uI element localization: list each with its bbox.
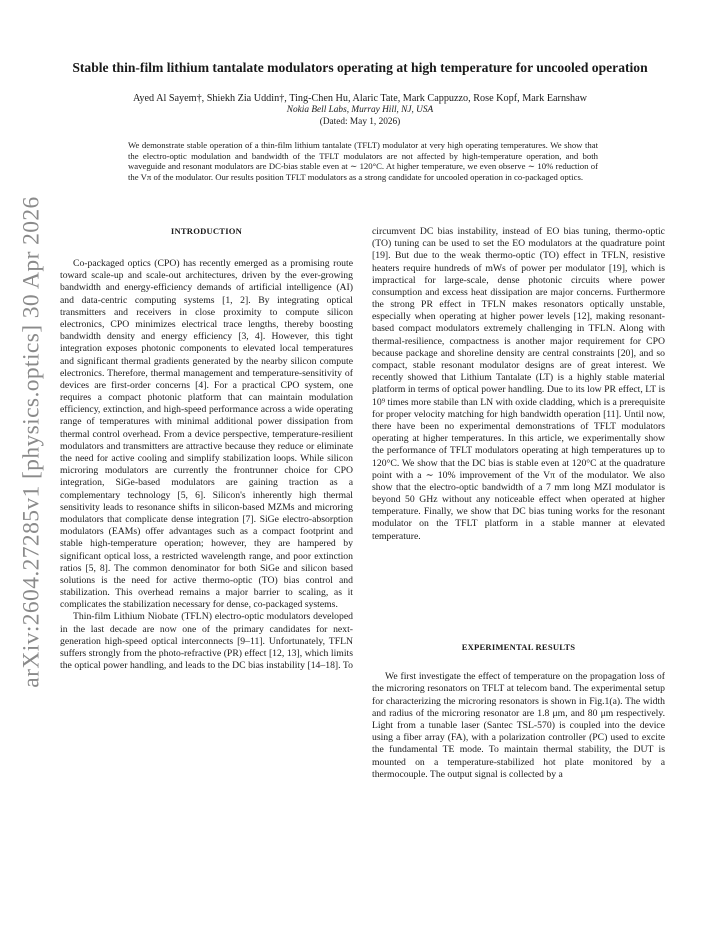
left-column — [60, 225, 353, 671]
abstract: We demonstrate stable operation of a thin-film lithium tantalate (TFLT) modulator at very high operating temperatures. We show that the electro-optic modulation and bandwidth of the TFLT modulators are not affected by high-temperature operation, and both waveguide and resonant modulators are DC-bias stable even at ∼ 120°C. At higher temperature, we even observe ∼ 10% reduction of the Vπ of the modulator. Our results position TFLT modulators as a strong candidate for uncooled operation in co-packaged optics. — [128, 140, 598, 182]
paragraph-intro-2-continued — [372, 225, 665, 615]
paragraph-intro-2-text: circumvent DC bias instability, instead of EO bias tuning, thermo-optic (TO) tuning can be used to set the EO modulators at the quadrature point [19]. But due to the weak thermo-optic (TO) effect in TFLN, resistive heaters require hundreds of mWs of power per modulator [19], which is impractical for large-scale, dense photonic circuits where power consumption and excess heat dissipation are major concerns. Furthermore the strong PR effect in TFLN makes resonators optically unstable, especially when operating at higher power levels [12], making resonant-based compact modulators extremely challenging in TFLN. Along with thermal-resilience, compactness is another major requirement for CPO because package and shoreline density are central constraints [20], and so compact, stable resonant modulator designs are of great interest. We recently showed that Lithium Tantalate (LT) is a highly stable material platform in terms of optical power handling. Due to its low PR effect, LT is 10⁹ times more stabile than LN with oxide cladding, which is a prerequisite for proper velocity matching for high bandwidth operation [11]. Until now, there have been no experimental demonstrations of TFLT modulators operating at higher temperatures. In this article, we experimentally show the performance of TFLT modulators operating at high temperatures up to 120°C. We show that the DC bias is stable even at 120°C at the quadrature point with a ∼ 10% improvement of the Vπ of the modulator. We also show that the electro-optic bandwidth of a 7 mm long MZI modulator is beyond 50 GHz without any noticeable effect when operated at higher temperature. Finally, we show that DC bias tuning works for the resonant modulator on the TFLT platform in a stable manner at elevated temperature. — [372, 225, 665, 542]
section-heading-experimental-results: EXPERIMENTAL RESULTS — [461, 642, 576, 652]
paragraph-intro-1: Co-packaged optics (CPO) has recently emerged as a promising route toward scale-up and scale-out architectures, driven by the ever-growing bandwidth and energy-efficiency demands of artificial intelligence (AI) and data-centric computing systems [1, 2]. By integrating optical transmitters and receivers in close proximity to compute silicon electronics, CPO minimizes electrical trace lengths, thereby boosting bandwidth density and energy efficiency [3, 4]. However, this tight integration exposes photonic components to elevated local temperatures and significant thermal gradients generated by the nearby silicon compute electronics. Therefore, thermal management and temperature-sensitivity of devices are first-order concerns [4]. For a practical CPO system, one requires a compact photonic platform that can maintain modulation efficiency, extinction, and high-speed performance across a wide operating range of temperatures with minimal additional power dissipation from thermal control overhead. From a device perspective, temperature-resilient modulators and transmitters are attractive because they reduce or eliminate the need for active cooling and simplify stabilization loops. While silicon microring modulators are currently the frontrunner choice for CPO integration, SiGe-based modulators are gaining traction as a complementary technology [5, 6]. Silicon's inherently high thermal sensitivity leads to resonance shifts in silicon-based MZMs and microring modulators that complicate dense integration [7]. SiGe electro-absorption modulators (EAMs) offer advantages such as a compact footprint and stable high-temperature operation; however, they are hampered by significant optical loss, a restricted wavelength range, and poor extinction ratios [5, 8]. The common denominator for both SiGe and silicon based solutions is the need for active thermo-optic (TO) bias control and stabilization. This overhead remains a major barrier to scaling, as it complicates the stabilization necessary for dense, co-packaged systems. — [60, 258, 353, 611]
section-heading-introduction: INTRODUCTION — [170, 226, 243, 236]
paragraph-exp-1: We first investigate the effect of temperature on the propagation loss of the microring resonators on TFLT at telecom band. The experimental setup for characterizing the microring resonators is shown in Fig.1(a). The width and radius of the microring resonator are 1.8 μm, and 80 μm respectively. Light from a tunable laser (Santec TSL-570) is coupled into the device using a fiber array (FA), with a polarization controller (PC) used to excite the fundamental TE mode. To maintain thermal stability, the DUT is mounted on a temperature-stabilized hot plate monitored by a thermocouple. The output signal is collected by a — [372, 671, 665, 780]
right-column — [372, 225, 665, 781]
dated-line: (Dated: May 1, 2026) — [319, 117, 401, 127]
paper-title: Stable thin-film lithium tantalate modulators operating at high temperature for uncooled operation — [72, 60, 648, 75]
author-list: Ayed Al Sayem†, Shiekh Zia Uddin†, Ting-Chen Hu, Alaric Tate, Mark Cappuzzo, Rose Kopf, Mark Earnshaw — [133, 93, 587, 104]
affiliation: Nokia Bell Labs, Murray Hill, NJ, USA — [286, 105, 434, 115]
paragraph-intro-2-start: Thin-film Lithium Niobate (TFLN) electro-optic modulators developed in the last decade are now one of the primary candidates for next-generation high-speed optical interconnects [9–11]. Unfortunately, TFLN suffers strongly from the photo-refractive (PR) effect [12, 13], which limits the optical power handling, and leads to the DC bias instability [14–18]. To — [60, 611, 353, 672]
arxiv-sidebar-stamp — [6, 196, 58, 688]
arxiv-identifier: arXiv:2604.27285v1 [physics.optics] 30 Apr 2026 — [18, 196, 45, 688]
